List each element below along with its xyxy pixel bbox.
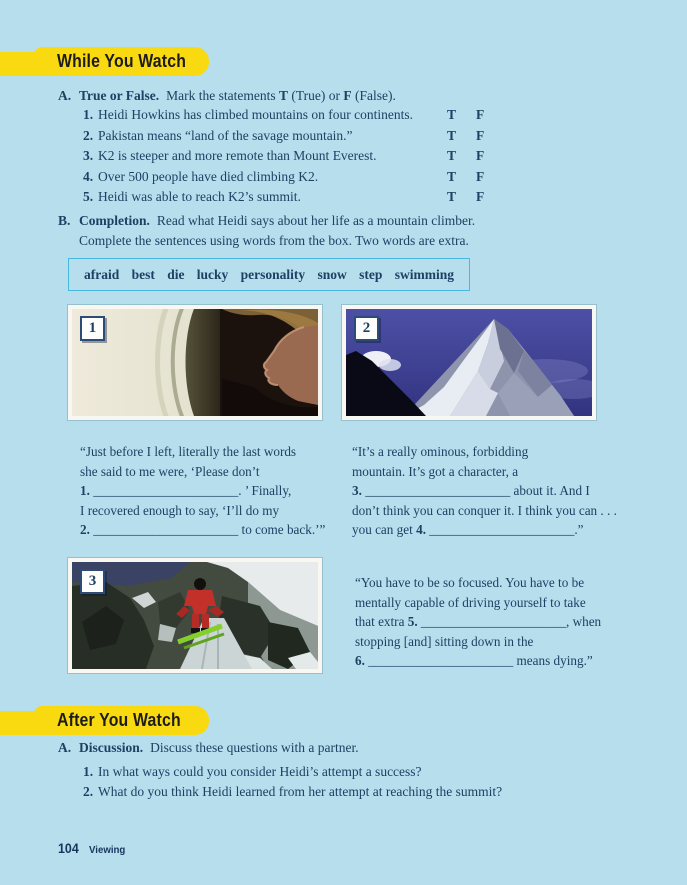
completion-instruction-line1 [79,213,475,229]
statement-text: Pakistan means “land of the savage mountain.” [98,127,353,143]
caption-line: 6. ______________________ means dying.” [355,653,593,669]
word-box-item: die [167,266,185,282]
false-option: F [476,107,485,122]
footer-section-label: Viewing [89,844,126,856]
instruction-text: (True) or [288,88,344,103]
photo-2-k2-mountain [346,309,592,416]
while-you-watch-banner [0,47,209,76]
true-false-instruction [79,88,396,104]
true-option: T [447,148,457,163]
photo-3-climber-on-ridge [72,562,318,669]
word-box [68,258,470,291]
exercise-title: True or False. [79,88,160,103]
false-option: F [476,127,485,143]
caption-line: she said to me were, ‘Please don’t [80,463,260,479]
statement-text: Over 500 people have died climbing K2. [98,168,319,184]
instruction-text: Read what Heidi says about her life as a mountain climber. [156,213,476,228]
photo-frame-2 [342,305,596,420]
photo-number-badge: 1 [80,316,105,341]
true-option: T [447,107,457,122]
photo-number-badge: 2 [354,316,379,341]
caption-line: “It’s a really ominous, forbidding [352,444,529,459]
exercise-letter: A. [58,740,72,755]
section-title-after-you-watch: After You Watch [57,710,181,730]
caption-1 [80,442,342,540]
statement-text: K2 is steeper and more remote than Mount Everest. [98,148,377,163]
statement-number: 3. [83,148,94,163]
question-number: 2. [83,784,94,799]
word-box-item: swimming [394,266,454,282]
photo-2-image [346,309,592,416]
exercise-letter: A. [58,88,72,103]
caption-line: “Just before I left, literally the last words [80,444,297,459]
photo-3-image [72,562,318,669]
photo-1-image [72,309,318,416]
question-text: What do you think Heidi learned from her attempt at reaching the summit? [98,784,503,799]
tf-statement-row [0,128,687,146]
tf-statement-row [0,189,687,207]
caption-line: 2. ______________________ to come back.’” [80,522,326,538]
true-option: T [447,168,457,184]
discussion-question-row [0,784,687,802]
caption-line: “You have to be so focused. You have to be [355,575,585,590]
caption-line: mentally capable of driving yourself to take [355,594,586,610]
after-you-watch-banner [0,706,209,735]
photo-frame-3 [68,558,322,673]
tf-statement-row [0,148,687,166]
tf-statement-row [0,169,687,187]
caption-3 [355,573,655,671]
word-box-item: lucky [196,266,229,282]
exercise-title: Completion. [79,213,150,228]
instruction-text: (False). [351,88,396,103]
caption-line: don’t think you can conquer it. I think you can . . . [352,502,617,518]
caption-2 [352,442,657,540]
word-box-item: best [131,266,155,282]
instruction-text: Mark the statements [166,88,279,103]
statement-number: 2. [83,127,94,143]
photo-frame-1 [68,305,322,420]
f-bold: F [343,88,352,103]
caption-line: 3. ______________________ about it. And I [352,483,590,499]
section-title-while-you-watch: While You Watch [57,51,187,71]
statement-number: 1. [83,107,94,122]
page-number: 104 [58,841,79,856]
statement-text: Heidi Howkins has climbed mountains on four continents. [98,107,413,122]
false-option: F [476,148,485,163]
word-box-item: personality [240,266,306,282]
discussion-question-row [0,764,687,782]
caption-line: mountain. It’s got a character, a [352,463,519,479]
tf-statement-row [0,107,687,125]
false-option: F [476,189,485,204]
discussion-instruction [79,740,359,756]
photo-number-badge: 3 [80,569,105,594]
completion-instruction-line2: Complete the sentences using words from the box. Two words are extra. [79,233,469,248]
caption-line: I recovered enough to say, ‘I’ll do my [80,502,280,518]
word-box-item: snow [317,266,347,282]
instruction-text: Discuss these questions with a partner. [150,740,359,755]
word-box-item: step [359,266,383,282]
true-option: T [447,127,457,143]
question-text: In what ways could you consider Heidi’s attempt a success? [98,764,422,779]
exercise-title: Discussion. [79,740,144,755]
true-option: T [447,189,457,204]
caption-line: you can get 4. ______________________.” [352,522,584,538]
exercise-letter: B. [58,213,71,228]
caption-line: that extra 5. ______________________, when [355,614,602,630]
question-number: 1. [83,764,94,779]
t-bold: T [278,88,288,103]
caption-line: stopping [and] sitting down in the [355,633,534,649]
false-option: F [476,168,485,184]
statement-number: 4. [83,168,94,184]
word-box-item: afraid [84,266,120,282]
caption-line: 1. ______________________. ’ Finally, [80,483,292,499]
statement-text: Heidi was able to reach K2’s summit. [98,189,301,204]
statement-number: 5. [83,189,94,204]
photo-1-woman-airplane-window [72,309,318,416]
